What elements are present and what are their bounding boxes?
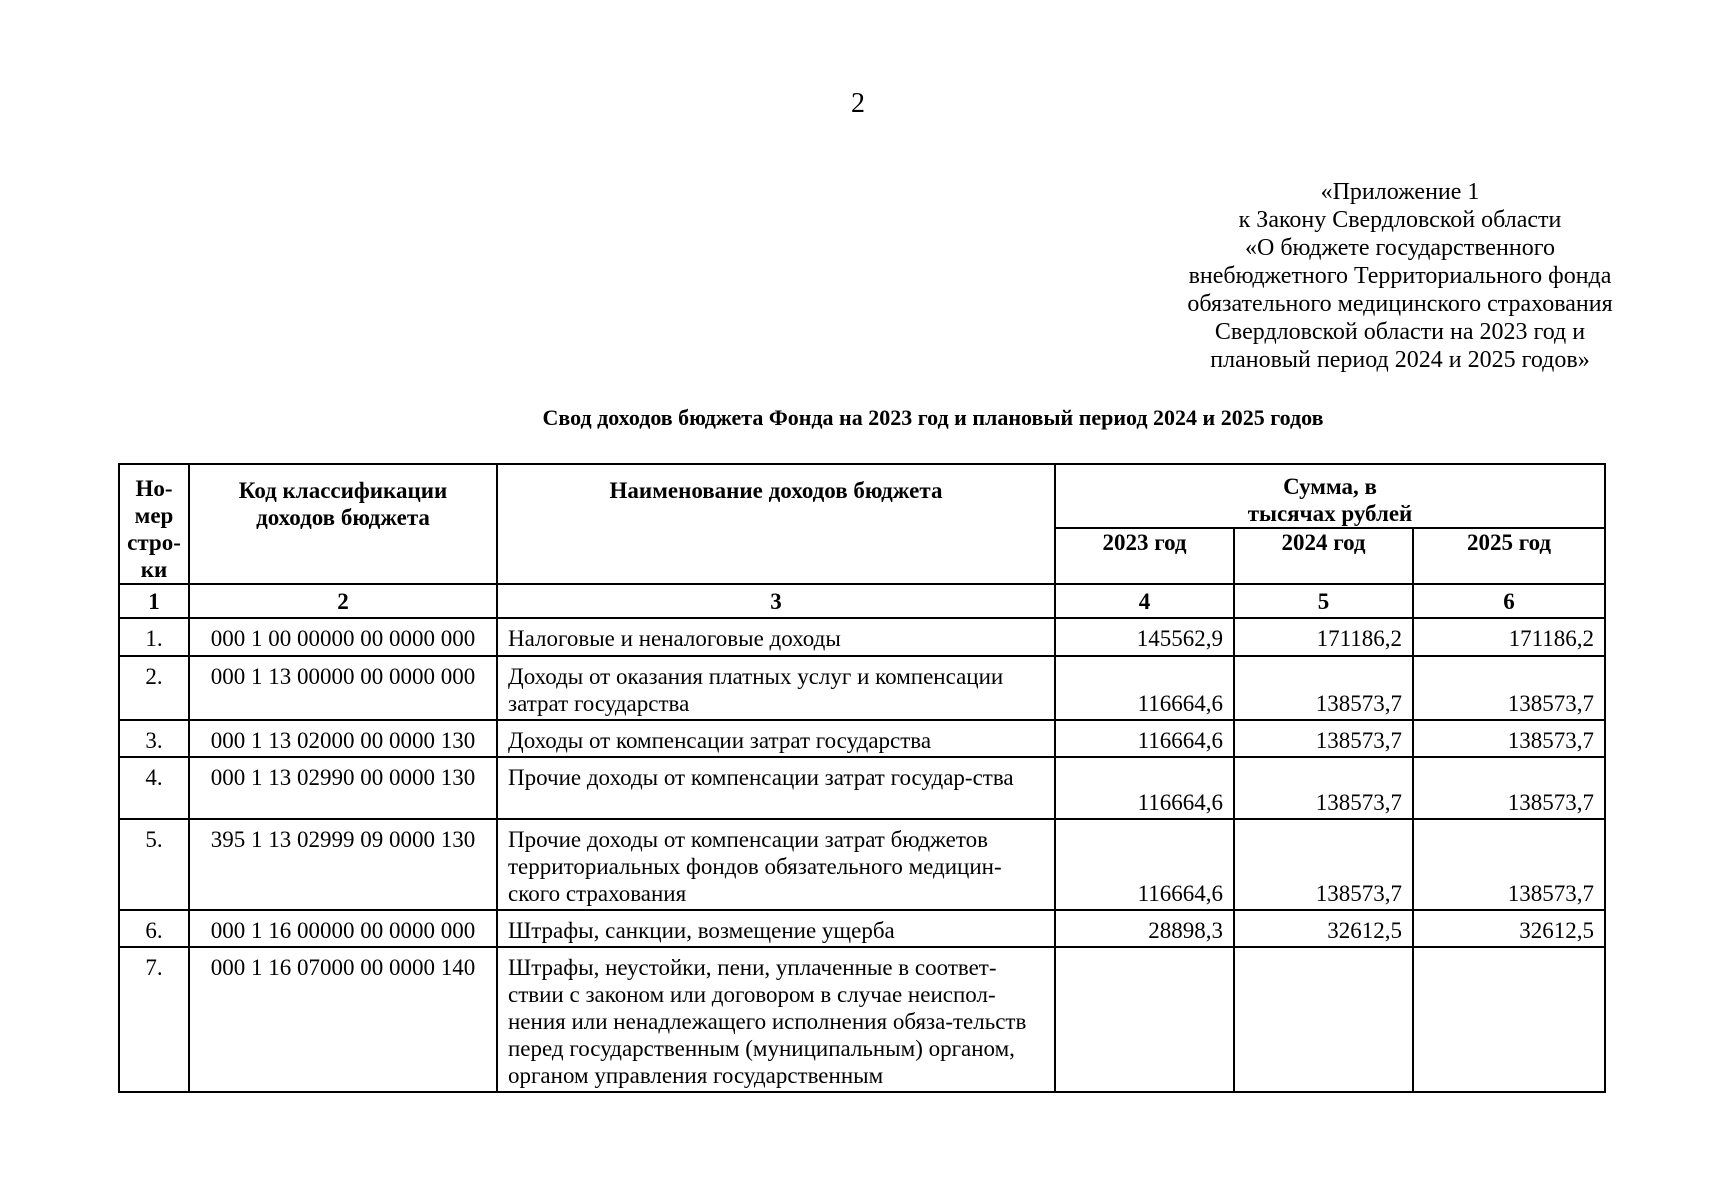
- row-amount-2025: 138573,7: [1413, 720, 1605, 757]
- column-number: 2: [189, 584, 497, 618]
- column-number: 4: [1055, 584, 1234, 618]
- table-row: [119, 947, 1605, 1092]
- row-name: Доходы от компенсации затрат государства: [497, 720, 1055, 757]
- column-number: 5: [1234, 584, 1413, 618]
- row-number: 2.: [119, 656, 189, 720]
- row-amount-2023: 28898,3: [1055, 910, 1234, 947]
- table-row: [119, 910, 1605, 947]
- column-number: 3: [497, 584, 1055, 618]
- row-code: 395 1 13 02999 09 0000 130: [189, 819, 497, 910]
- row-number: 6.: [119, 910, 189, 947]
- row-code: 000 1 16 07000 00 0000 140: [189, 947, 497, 1092]
- row-code: 000 1 00 00000 00 0000 000: [189, 618, 497, 656]
- header-code: Код классификации доходов бюджета: [189, 464, 497, 584]
- row-name: Налоговые и неналоговые доходы: [497, 618, 1055, 656]
- row-amount-2024: 171186,2: [1234, 618, 1413, 656]
- header-year-2024: 2024 год: [1234, 528, 1413, 584]
- row-code: 000 1 16 00000 00 0000 000: [189, 910, 497, 947]
- row-amount-2025: 138573,7: [1413, 819, 1605, 910]
- table-row: [119, 819, 1605, 910]
- row-amount-2025: 138573,7: [1413, 656, 1605, 720]
- appendix-line: обязательного медицинского страхования: [1187, 291, 1613, 317]
- row-amount-2025: 138573,7: [1413, 757, 1605, 819]
- row-name: Штрафы, санкции, возмещение ущерба: [497, 910, 1055, 947]
- header-year-2023: 2023 год: [1055, 528, 1234, 584]
- row-code: 000 1 13 02000 00 0000 130: [189, 720, 497, 757]
- row-number: 4.: [119, 757, 189, 819]
- revenue-table: [118, 463, 1606, 1093]
- table-row: [119, 656, 1605, 720]
- row-name: Штрафы, неустойки, пени, уплаченные в соответ-ствии с законом или договором в случае неиспол-нения или ненадлежащего исполнения обяза-тельств перед государственным (муниципальным) органом, органом управления государственным: [497, 947, 1055, 1092]
- row-amount-2024: 138573,7: [1234, 757, 1413, 819]
- row-amount-2023: 116664,6: [1055, 757, 1234, 819]
- row-name: Прочие доходы от компенсации затрат бюджетов территориальных фондов обязательного медицин-ского страхования: [497, 819, 1055, 910]
- appendix-line: внебюджетного Территориального фонда: [1188, 263, 1612, 289]
- header-row-number: Но-мер стро-ки: [119, 464, 189, 584]
- page-number: 2: [851, 88, 865, 119]
- row-number: 3.: [119, 720, 189, 757]
- row-amount-2023: 116664,6: [1055, 819, 1234, 910]
- table-row: [119, 720, 1605, 757]
- document-title: Свод доходов бюджета Фонда на 2023 год и плановый период 2024 и 2025 годов: [542, 405, 1324, 430]
- row-amount-2024: [1234, 947, 1413, 1092]
- row-amount-2025: 32612,5: [1413, 910, 1605, 947]
- appendix-line: «О бюджете государственного: [1245, 235, 1555, 261]
- appendix-line: «Приложение 1: [1320, 179, 1480, 205]
- appendix-reference: [1140, 178, 1660, 374]
- header-year-2025: 2025 год: [1413, 528, 1605, 584]
- row-amount-2024: 138573,7: [1234, 720, 1413, 757]
- row-name: Прочие доходы от компенсации затрат государ-ства: [497, 757, 1055, 819]
- appendix-line: Свердловской области на 2023 год и: [1214, 319, 1586, 345]
- row-amount-2025: [1413, 947, 1605, 1092]
- row-number: 1.: [119, 618, 189, 656]
- header-sum: Сумма, в тысячах рублей: [1055, 464, 1605, 528]
- row-code: 000 1 13 02990 00 0000 130: [189, 757, 497, 819]
- row-code: 000 1 13 00000 00 0000 000: [189, 656, 497, 720]
- row-amount-2024: 138573,7: [1234, 819, 1413, 910]
- row-amount-2023: [1055, 947, 1234, 1092]
- row-amount-2023: 116664,6: [1055, 720, 1234, 757]
- appendix-line: к Закону Свердловской области: [1238, 207, 1562, 233]
- row-amount-2023: 145562,9: [1055, 618, 1234, 656]
- row-amount-2025: 171186,2: [1413, 618, 1605, 656]
- table-row: [119, 757, 1605, 819]
- table-row: [119, 618, 1605, 656]
- header-name: Наименование доходов бюджета: [497, 464, 1055, 584]
- appendix-line: плановый период 2024 и 2025 годов»: [1210, 347, 1590, 373]
- row-number: 5.: [119, 819, 189, 910]
- row-amount-2023: 116664,6: [1055, 656, 1234, 720]
- column-number: 1: [119, 584, 189, 618]
- column-number: 6: [1413, 584, 1605, 618]
- row-amount-2024: 32612,5: [1234, 910, 1413, 947]
- row-name: Доходы от оказания платных услуг и компенсации затрат государства: [497, 656, 1055, 720]
- row-number: 7.: [119, 947, 189, 1092]
- row-amount-2024: 138573,7: [1234, 656, 1413, 720]
